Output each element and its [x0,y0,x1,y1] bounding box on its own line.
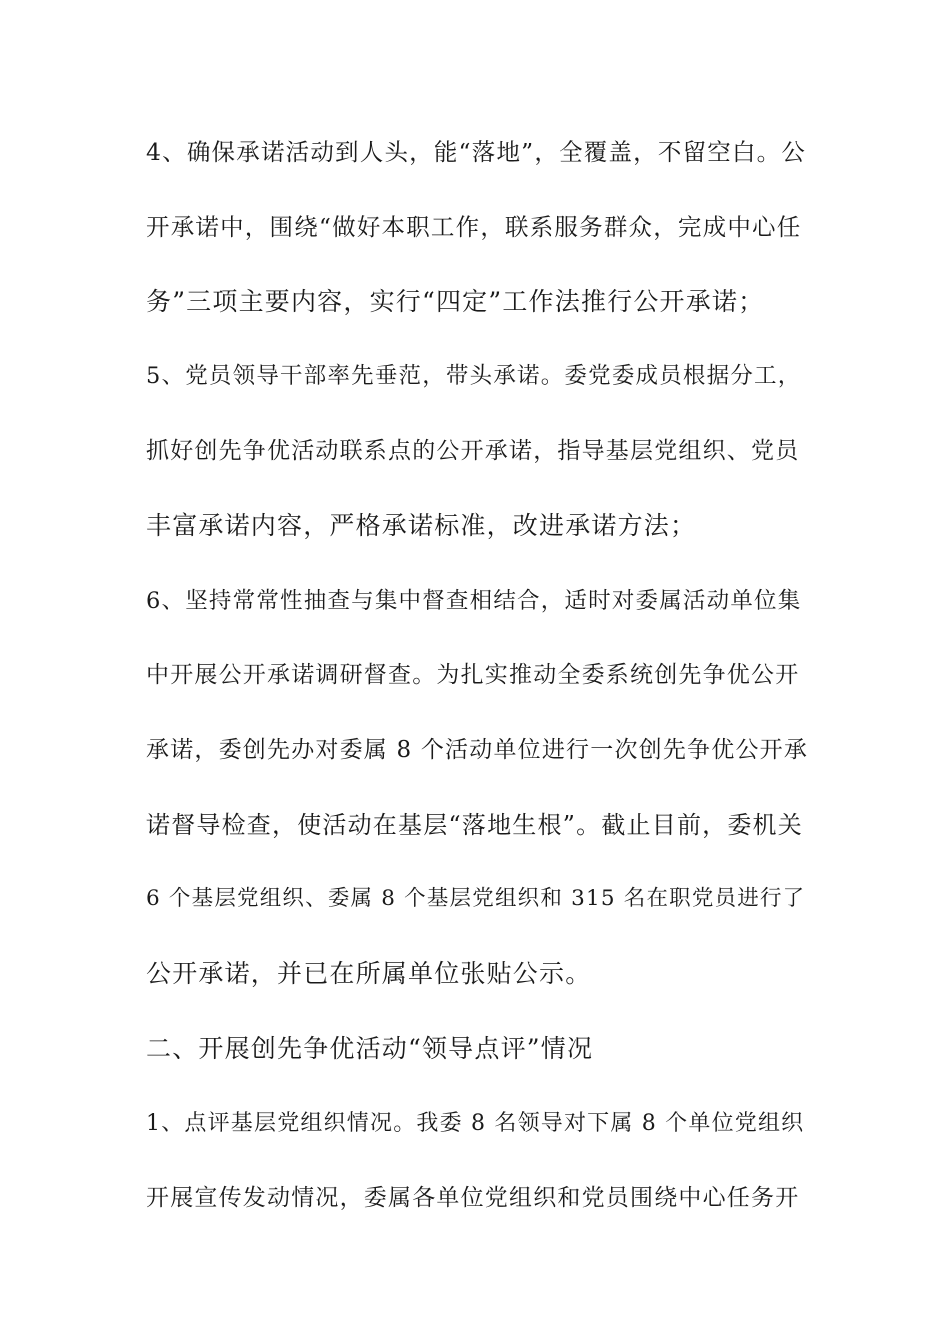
paragraph-5-line-2: 抓好创先争优活动联系点的公开承诺，指导基层党组织、党员 [146,438,800,464]
paragraph-4-line-2: 开承诺中，围绕“做好本职工作，联系服务群众，完成中心任 [146,213,802,241]
paragraph-6-line-4: 诺督导检查，使活动在基层“落地生根”。截止目前，委机关 [146,811,803,839]
paragraph-1-line-1: 1、点评基层党组织情况。我委 8 名领导对下属 8 个单位党组织 [146,1111,805,1136]
paragraph-1-line-2: 开展宣传发动情况，委属各单位党组织和党员围绕中心任务开 [146,1185,800,1211]
paragraph-5-line-3: 丰富承诺内容，严格承诺标准，改进承诺方法； [146,511,697,540]
paragraph-6-line-5: 6 个基层党组织、委属 8 个基层党组织和 315 名在职党员进行了 [146,886,806,911]
paragraph-6-line-6: 公开承诺，并已在所属单位张贴公示。 [146,959,592,988]
paragraph-4-line-3: 务”三项主要内容，实行“四定”工作法推行公开承诺； [146,287,765,316]
paragraph-6-line-2: 中开展公开承诺调研督查。为扎实推动全委系统创先争优公开 [146,662,800,688]
paragraph-5-line-1: 5、党员领导干部率先垂范，带头承诺。委党委成员根据分工， [146,363,802,389]
paragraph-6-line-1: 6、坚持常常性抽查与集中督查相结合，适时对委属活动单位集 [146,588,802,614]
section-heading-2: 二、开展创先争优活动“领导点评”情况 [146,1034,594,1063]
paragraph-4-line-1: 4、确保承诺活动到人头，能“落地”，全覆盖，不留空白。公 [146,138,807,166]
paragraph-6-line-3: 承诺，委创先办对委属 8 个活动单位进行一次创先争优公开承 [146,737,809,763]
